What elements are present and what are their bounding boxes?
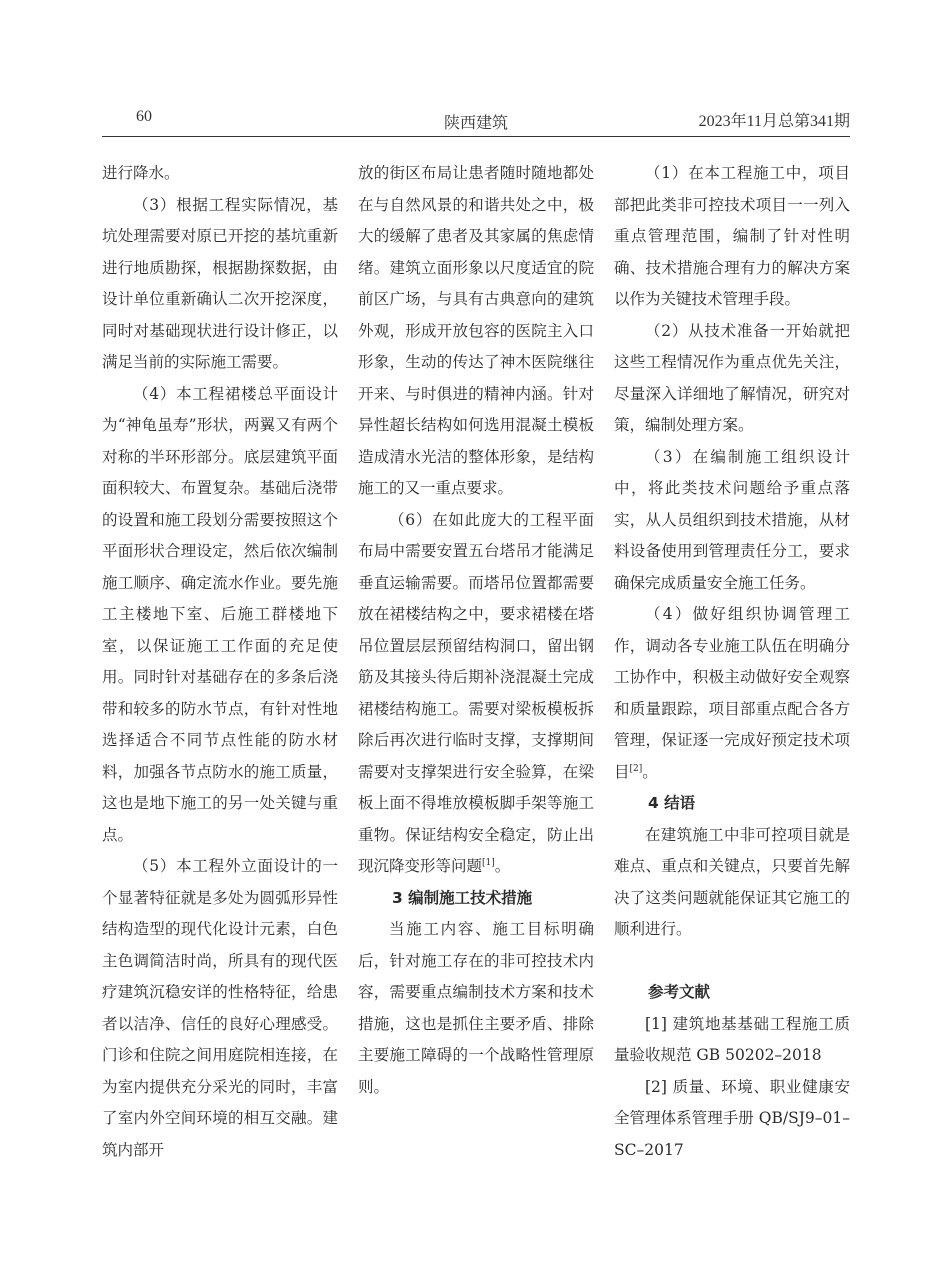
- paragraph-text: （6）在如此庞大的工程平面布局中需要安置五台塔吊才能满足垂直运输需要。而塔吊位置都需要放在裙楼结构之中，要求裙楼在塔吊位置层层预留结构洞口，留出钢筋及其接头待后期补浇混凝土完成裙楼结构施工。需要对梁板模板拆除后再次进行临时支撑，支撑期间需要对支撑架进行安全验算，在梁板上面不得堆放模板脚手架等施工重物。保证结构安全稳定，防止出现沉降变形等问题: [358, 510, 594, 875]
- paragraph: [358, 505, 594, 883]
- header-rule: [102, 136, 850, 137]
- paragraph: （3）根据工程实际情况，基坑处理需要对原已开挖的基坑重新进行地质勘探，根据勘探数据，由设计单位重新确认二次开挖深度，同时对基础现状进行设计修正，以满足当前的实际施工需要。: [102, 195, 338, 371]
- page-number: 60: [136, 108, 152, 125]
- paragraph: 放的街区布局让患者随时随地都处在与自然风景的和谐共处之中，极大的缓解了患者及其家属的焦虑情绪。建筑立面形象以尺度适宜的院前区广场，与具有古典意向的建筑外观，形成开放包容的医院主入口形象，生动的传达了神木医院继往开来、与时俱进的精神内涵。针对异性超长结构如何选用混凝土模板造成清水光洁的整体形象，是结构施工的又一重点要求。: [358, 164, 594, 497]
- paragraph-end: 。: [494, 857, 511, 875]
- paragraph: （1）在本工程施工中，项目部把此类非可控技术项目一一列入重点管理范围，编制了针对性明确、技术措施合理有力的解决方案以作为关键技术管理手段。: [614, 164, 850, 308]
- references-heading: 参考文献: [648, 983, 711, 1001]
- citation-ref: [1]: [482, 858, 495, 868]
- reference-item: [1] 建筑地基基础工程施工质量验收规范 GB 50202–2018: [614, 1014, 850, 1064]
- paragraph-end: 。: [642, 762, 658, 781]
- paragraph: 进行降水。: [102, 164, 180, 182]
- paragraph: （4）本工程裙楼总平面设计为“神龟虽寿”形状，两翼又有两个对称的半环形部分。底层建筑平面面积较大、布置复杂。基础后浇带的设置和施工段划分需要按照这个平面形状合理设定，然后依次编制施工顺序、确定流水作业。要先施工主楼地下室、后施工群楼地下室，以保证施工工作面的充足使用。同时针对基础存在的多条后浇带和较多的防水节点，有针对性地选择适合不同节点性能的防水材料，加强各节点防水的施工质量，这也是地下施工的另一处关键与重点。: [102, 384, 338, 844]
- reference-item: [2] 质量、环境、职业健康安全管理体系管理手册 QB/SJ9–01–SC–2017: [614, 1077, 850, 1159]
- issue-info: 2023年11月总第341期: [698, 113, 850, 130]
- column-1: [102, 158, 338, 1166]
- journal-name: 陕西建筑: [443, 115, 508, 132]
- paragraph: （5）本工程外立面设计的一个显著特征就是多处为圆弧形异性结构造型的现代化设计元素，白色主色调简洁时尚，所具有的现代医疗建筑沉稳安详的性格特征，给患者以洁净、信任的良好心理感受。门诊和住院之间用庭院相连接，在为室内提供充分采光的同时，丰富了室内外空间环境的相互交融。建筑内部开: [102, 857, 338, 1159]
- section-heading: 3 编制施工技术措施: [392, 888, 533, 907]
- column-2: [358, 158, 594, 1103]
- paragraph: 在建筑施工中非可控项目就是难点、重点和关键点，只要首先解决了这类问题就能保证其它施工的顺利进行。: [614, 825, 850, 938]
- paragraph: 当施工内容、施工目标明确后，针对施工存在的非可控技术内容，需要重点编制技术方案和技术措施，这也是抓住主要矛盾、排除主要施工障碍的一个战略性管理原则。: [358, 920, 594, 1096]
- paragraph-text: （4）做好组织协调管理工作，调动各专业施工队伍在明确分工协作中，积极主动做好安全观察和质量跟踪，项目部重点配合各方管理，保证逐一完成好预定技术项目: [614, 605, 850, 781]
- paragraph: （2）从技术准备一开始就把这些工程情况作为重点优先关注，尽量深入详细地了解情况，研究对策，编制处理方案。: [614, 321, 850, 434]
- paragraph: （3）在编制施工组织设计中，将此类技术问题给予重点落实，从人员组织到技术措施，从材料设备使用到管理责任分工，要求确保完成质量安全施工任务。: [614, 447, 850, 592]
- column-3: [614, 158, 850, 1166]
- citation-ref: [2]: [629, 763, 643, 774]
- paragraph: [614, 599, 850, 788]
- page-header: [102, 108, 850, 132]
- section-heading: 4 结语: [648, 794, 696, 812]
